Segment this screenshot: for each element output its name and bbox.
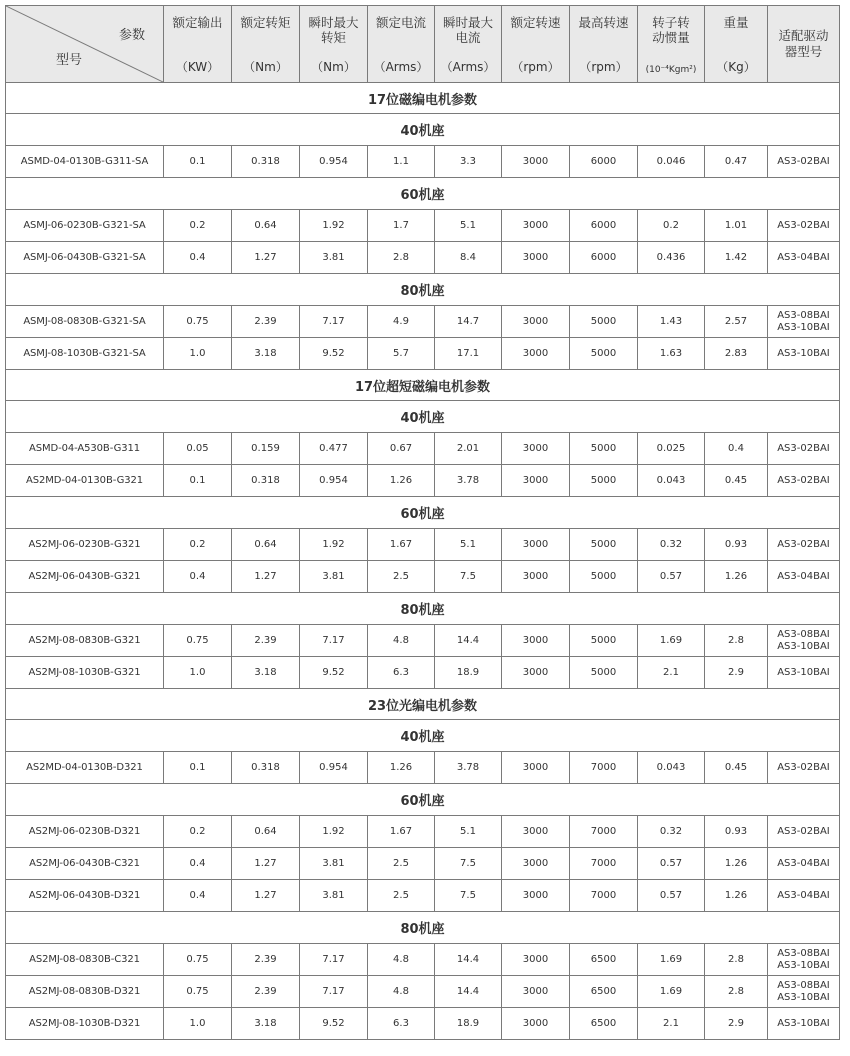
value-cell: 3000	[502, 880, 570, 912]
value-cell: 3.81	[300, 561, 368, 593]
value-cell: 0.75	[164, 306, 232, 338]
value-cell: 3.18	[232, 338, 300, 370]
driver-model: AS3-10BAI	[777, 991, 830, 1003]
table-row	[6, 146, 840, 178]
value-cell: 0.318	[232, 752, 300, 784]
table-row	[6, 210, 840, 242]
header-col-1	[232, 6, 300, 83]
table-row	[6, 242, 840, 274]
header-col-name: 额定输出	[172, 15, 223, 30]
table-row	[6, 625, 840, 657]
driver-model: AS3-08BAI	[777, 979, 830, 991]
table-row	[6, 944, 840, 976]
value-cell: 3000	[502, 657, 570, 689]
value-cell: 0.1	[164, 465, 232, 497]
value-cell: 1.01	[705, 210, 768, 242]
section-title: 23位光编电机参数	[6, 689, 840, 720]
value-cell: 1.67	[368, 529, 435, 561]
value-cell: 1.27	[232, 242, 300, 274]
value-cell: 3000	[502, 529, 570, 561]
header-col-unit: （Nm）	[243, 60, 288, 74]
section-title: 17位超短磁编电机参数	[6, 370, 840, 401]
driver-model: AS3-04BAI	[777, 570, 830, 582]
header-col-6	[570, 6, 638, 83]
header-col-name: 重量	[723, 15, 749, 30]
model-cell: AS2MJ-06-0230B-D321	[6, 816, 164, 848]
header-col-0	[164, 6, 232, 83]
value-cell: 0.1	[164, 752, 232, 784]
value-cell: 1.92	[300, 816, 368, 848]
driver-model: AS3-04BAI	[777, 857, 830, 869]
driver-cell	[768, 944, 840, 976]
value-cell: 0.75	[164, 944, 232, 976]
header-col-unit: （rpm）	[511, 60, 560, 74]
header-col-unit: （Kg）	[716, 60, 756, 74]
value-cell: 3000	[502, 210, 570, 242]
value-cell: 1.92	[300, 529, 368, 561]
header-col-5	[502, 6, 570, 83]
value-cell: 9.52	[300, 338, 368, 370]
header-col-4	[435, 6, 502, 83]
value-cell: 3000	[502, 465, 570, 497]
value-cell: 0.043	[638, 752, 705, 784]
value-cell: 0.75	[164, 976, 232, 1008]
driver-cell	[768, 752, 840, 784]
driver-model: AS3-02BAI	[777, 442, 830, 454]
value-cell: 0.05	[164, 433, 232, 465]
value-cell: 1.26	[368, 465, 435, 497]
header-col-3	[368, 6, 435, 83]
model-cell: ASMJ-08-0830B-G321-SA	[6, 306, 164, 338]
value-cell: 4.8	[368, 625, 435, 657]
driver-cell	[768, 146, 840, 178]
motor-spec-table	[5, 5, 840, 1040]
header-col-unit: （Nm）	[311, 60, 356, 74]
table-row	[6, 306, 840, 338]
table-row	[6, 1008, 840, 1040]
value-cell: 2.57	[705, 306, 768, 338]
value-cell: 0.2	[164, 816, 232, 848]
frame-size-row	[6, 401, 840, 433]
value-cell: 3.78	[435, 465, 502, 497]
value-cell: 7.5	[435, 880, 502, 912]
value-cell: 0.57	[638, 880, 705, 912]
corner-label-parameters: 参数	[118, 28, 145, 43]
value-cell: 0.57	[638, 561, 705, 593]
frame-size-label: 80机座	[6, 912, 840, 944]
frame-size-row	[6, 720, 840, 752]
value-cell: 5000	[570, 625, 638, 657]
value-cell: 0.4	[164, 848, 232, 880]
driver-cell	[768, 242, 840, 274]
value-cell: 5.1	[435, 210, 502, 242]
table-row	[6, 976, 840, 1008]
corner-label-model: 型号	[56, 53, 83, 68]
frame-size-label: 40机座	[6, 114, 840, 146]
frame-size-row	[6, 497, 840, 529]
driver-model: AS3-02BAI	[777, 155, 830, 167]
value-cell: 7.5	[435, 848, 502, 880]
value-cell: 3000	[502, 306, 570, 338]
value-cell: 1.67	[368, 816, 435, 848]
table-row	[6, 465, 840, 497]
driver-model: AS3-02BAI	[777, 474, 830, 486]
driver-model: AS3-10BAI	[777, 321, 830, 333]
value-cell: 14.4	[435, 976, 502, 1008]
value-cell: 1.7	[368, 210, 435, 242]
driver-model: AS3-10BAI	[777, 1017, 830, 1029]
value-cell: 5.7	[368, 338, 435, 370]
table-row	[6, 561, 840, 593]
value-cell: 0.2	[638, 210, 705, 242]
value-cell: 6500	[570, 1008, 638, 1040]
value-cell: 0.32	[638, 529, 705, 561]
value-cell: 14.4	[435, 625, 502, 657]
value-cell: 0.954	[300, 752, 368, 784]
value-cell: 3000	[502, 976, 570, 1008]
value-cell: 6.3	[368, 1008, 435, 1040]
value-cell: 0.318	[232, 465, 300, 497]
driver-model: AS3-02BAI	[777, 761, 830, 773]
model-cell: AS2MJ-06-0430B-C321	[6, 848, 164, 880]
frame-size-label: 60机座	[6, 784, 840, 816]
value-cell: 1.27	[232, 561, 300, 593]
driver-cell	[768, 306, 840, 338]
value-cell: 6000	[570, 210, 638, 242]
value-cell: 3000	[502, 338, 570, 370]
value-cell: 7.17	[300, 625, 368, 657]
value-cell: 7.17	[300, 944, 368, 976]
header-col-unit: （rpm）	[579, 60, 628, 74]
value-cell: 1.26	[368, 752, 435, 784]
frame-size-row	[6, 114, 840, 146]
value-cell: 9.52	[300, 1008, 368, 1040]
value-cell: 1.92	[300, 210, 368, 242]
value-cell: 0.4	[164, 242, 232, 274]
driver-cell	[768, 529, 840, 561]
value-cell: 2.39	[232, 306, 300, 338]
value-cell: 2.8	[368, 242, 435, 274]
driver-model: AS3-02BAI	[777, 825, 830, 837]
section-title-row	[6, 370, 840, 401]
value-cell: 3.81	[300, 880, 368, 912]
value-cell: 9.52	[300, 657, 368, 689]
frame-size-row	[6, 274, 840, 306]
value-cell: 18.9	[435, 657, 502, 689]
value-cell: 0.477	[300, 433, 368, 465]
driver-cell	[768, 625, 840, 657]
value-cell: 2.8	[705, 976, 768, 1008]
value-cell: 7000	[570, 752, 638, 784]
value-cell: 2.9	[705, 657, 768, 689]
frame-size-label: 80机座	[6, 274, 840, 306]
value-cell: 2.8	[705, 625, 768, 657]
value-cell: 3000	[502, 146, 570, 178]
value-cell: 5000	[570, 561, 638, 593]
value-cell: 5.1	[435, 529, 502, 561]
value-cell: 5.1	[435, 816, 502, 848]
value-cell: 3.18	[232, 1008, 300, 1040]
value-cell: 17.1	[435, 338, 502, 370]
value-cell: 2.01	[435, 433, 502, 465]
driver-cell	[768, 976, 840, 1008]
header-corner-cell	[6, 6, 164, 83]
value-cell: 0.159	[232, 433, 300, 465]
header-col-name: 额定电流	[375, 15, 426, 30]
value-cell: 3000	[502, 433, 570, 465]
value-cell: 0.1	[164, 146, 232, 178]
value-cell: 0.75	[164, 625, 232, 657]
value-cell: 0.4	[164, 561, 232, 593]
value-cell: 7000	[570, 816, 638, 848]
value-cell: 0.64	[232, 210, 300, 242]
driver-model: AS3-04BAI	[777, 889, 830, 901]
value-cell: 1.26	[705, 848, 768, 880]
frame-size-label: 60机座	[6, 178, 840, 210]
header-col-name: 额定转速	[510, 15, 561, 30]
frame-size-label: 40机座	[6, 720, 840, 752]
model-cell: AS2MJ-06-0230B-G321	[6, 529, 164, 561]
driver-model: AS3-08BAI	[777, 628, 830, 640]
value-cell: 0.2	[164, 210, 232, 242]
frame-size-label: 40机座	[6, 401, 840, 433]
model-cell: AS2MJ-08-1030B-D321	[6, 1008, 164, 1040]
value-cell: 2.39	[232, 976, 300, 1008]
driver-model: AS3-08BAI	[777, 309, 830, 321]
value-cell: 3.78	[435, 752, 502, 784]
diagonal-divider	[6, 6, 163, 82]
model-cell: AS2MJ-06-0430B-D321	[6, 880, 164, 912]
value-cell: 3000	[502, 944, 570, 976]
model-cell: AS2MJ-08-1030B-G321	[6, 657, 164, 689]
driver-model: AS3-08BAI	[777, 947, 830, 959]
value-cell: 3000	[502, 242, 570, 274]
driver-cell	[768, 210, 840, 242]
frame-size-row	[6, 784, 840, 816]
driver-cell	[768, 338, 840, 370]
model-cell: ASMJ-06-0230B-G321-SA	[6, 210, 164, 242]
value-cell: 0.954	[300, 465, 368, 497]
value-cell: 1.69	[638, 625, 705, 657]
frame-size-row	[6, 178, 840, 210]
value-cell: 0.4	[164, 880, 232, 912]
value-cell: 2.1	[638, 657, 705, 689]
table-row	[6, 529, 840, 561]
driver-cell	[768, 1008, 840, 1040]
header-col-2	[300, 6, 368, 83]
header-col-name: 转子转 动惯量	[652, 15, 690, 45]
value-cell: 0.64	[232, 529, 300, 561]
value-cell: 3.18	[232, 657, 300, 689]
value-cell: 3.81	[300, 242, 368, 274]
value-cell: 6500	[570, 944, 638, 976]
model-cell: ASMJ-08-1030B-G321-SA	[6, 338, 164, 370]
table-row	[6, 752, 840, 784]
value-cell: 0.45	[705, 465, 768, 497]
value-cell: 6000	[570, 242, 638, 274]
header-col-unit: （KW）	[175, 60, 220, 74]
header-col-name: 瞬时最大 转矩	[308, 15, 359, 45]
value-cell: 3000	[502, 752, 570, 784]
value-cell: 0.93	[705, 816, 768, 848]
driver-cell	[768, 816, 840, 848]
table-row	[6, 433, 840, 465]
value-cell: 7000	[570, 848, 638, 880]
value-cell: 0.64	[232, 816, 300, 848]
value-cell: 2.5	[368, 848, 435, 880]
value-cell: 5000	[570, 433, 638, 465]
driver-model: AS3-10BAI	[777, 640, 830, 652]
value-cell: 2.8	[705, 944, 768, 976]
driver-cell	[768, 465, 840, 497]
value-cell: 3000	[502, 625, 570, 657]
header-col-name: 额定转矩	[240, 15, 291, 30]
table-row	[6, 848, 840, 880]
model-cell: AS2MJ-08-0830B-D321	[6, 976, 164, 1008]
value-cell: 14.4	[435, 944, 502, 976]
value-cell: 18.9	[435, 1008, 502, 1040]
driver-cell	[768, 880, 840, 912]
value-cell: 6.3	[368, 657, 435, 689]
value-cell: 4.8	[368, 976, 435, 1008]
model-cell: AS2MJ-08-0830B-C321	[6, 944, 164, 976]
value-cell: 2.39	[232, 625, 300, 657]
value-cell: 7.5	[435, 561, 502, 593]
model-cell: AS2MJ-06-0430B-G321	[6, 561, 164, 593]
value-cell: 2.83	[705, 338, 768, 370]
frame-size-row	[6, 912, 840, 944]
value-cell: 2.9	[705, 1008, 768, 1040]
value-cell: 6500	[570, 976, 638, 1008]
value-cell: 1.26	[705, 880, 768, 912]
value-cell: 1.26	[705, 561, 768, 593]
frame-size-label: 80机座	[6, 593, 840, 625]
driver-cell	[768, 561, 840, 593]
value-cell: 5000	[570, 657, 638, 689]
model-cell: ASMD-04-A530B-G311	[6, 433, 164, 465]
model-cell: ASMD-04-0130B-G311-SA	[6, 146, 164, 178]
model-cell: AS2MD-04-0130B-D321	[6, 752, 164, 784]
table-row	[6, 657, 840, 689]
table-body	[6, 6, 840, 1040]
value-cell: 3000	[502, 1008, 570, 1040]
value-cell: 0.93	[705, 529, 768, 561]
value-cell: 5000	[570, 338, 638, 370]
value-cell: 1.42	[705, 242, 768, 274]
value-cell: 4.9	[368, 306, 435, 338]
driver-cell	[768, 657, 840, 689]
driver-cell	[768, 848, 840, 880]
value-cell: 0.025	[638, 433, 705, 465]
value-cell: 0.4	[705, 433, 768, 465]
value-cell: 1.63	[638, 338, 705, 370]
header-col-unit: (10⁻⁴Kgm²)	[645, 65, 697, 75]
header-col-unit: （Arms）	[440, 60, 496, 74]
driver-model: AS3-04BAI	[777, 251, 830, 263]
value-cell: 0.57	[638, 848, 705, 880]
value-cell: 1.69	[638, 944, 705, 976]
section-title-row	[6, 689, 840, 720]
value-cell: 0.318	[232, 146, 300, 178]
table-row	[6, 880, 840, 912]
value-cell: 0.32	[638, 816, 705, 848]
value-cell: 4.8	[368, 944, 435, 976]
value-cell: 3000	[502, 848, 570, 880]
header-col-name: 最高转速	[578, 15, 629, 30]
value-cell: 5000	[570, 465, 638, 497]
driver-model: AS3-10BAI	[777, 347, 830, 359]
section-title: 17位磁编电机参数	[6, 83, 840, 114]
value-cell: 1.0	[164, 338, 232, 370]
value-cell: 1.0	[164, 1008, 232, 1040]
header-col-8	[705, 6, 768, 83]
value-cell: 8.4	[435, 242, 502, 274]
value-cell: 1.43	[638, 306, 705, 338]
value-cell: 2.39	[232, 944, 300, 976]
value-cell: 0.436	[638, 242, 705, 274]
value-cell: 0.043	[638, 465, 705, 497]
value-cell: 3.81	[300, 848, 368, 880]
driver-model: AS3-02BAI	[777, 538, 830, 550]
value-cell: 3000	[502, 816, 570, 848]
value-cell: 0.2	[164, 529, 232, 561]
value-cell: 0.45	[705, 752, 768, 784]
model-cell: AS2MJ-08-0830B-G321	[6, 625, 164, 657]
value-cell: 5000	[570, 306, 638, 338]
value-cell: 2.5	[368, 561, 435, 593]
value-cell: 1.27	[232, 848, 300, 880]
header-col-name: 瞬时最大 电流	[442, 15, 493, 45]
value-cell: 1.27	[232, 880, 300, 912]
header-col-name: 适配驱动 器型号	[778, 28, 829, 59]
value-cell: 5000	[570, 529, 638, 561]
value-cell: 1.0	[164, 657, 232, 689]
driver-model: AS3-10BAI	[777, 666, 830, 678]
value-cell: 0.47	[705, 146, 768, 178]
value-cell: 7.17	[300, 976, 368, 1008]
value-cell: 3000	[502, 561, 570, 593]
header-row	[6, 6, 840, 83]
driver-cell	[768, 433, 840, 465]
value-cell: 0.046	[638, 146, 705, 178]
driver-model: AS3-10BAI	[777, 959, 830, 971]
value-cell: 1.1	[368, 146, 435, 178]
value-cell: 1.69	[638, 976, 705, 1008]
value-cell: 7000	[570, 880, 638, 912]
frame-size-row	[6, 593, 840, 625]
driver-model: AS3-02BAI	[777, 219, 830, 231]
header-col-9	[768, 6, 840, 83]
value-cell: 6000	[570, 146, 638, 178]
value-cell: 0.67	[368, 433, 435, 465]
value-cell: 7.17	[300, 306, 368, 338]
value-cell: 2.1	[638, 1008, 705, 1040]
table-row	[6, 816, 840, 848]
model-cell: AS2MD-04-0130B-G321	[6, 465, 164, 497]
section-title-row	[6, 83, 840, 114]
value-cell: 0.954	[300, 146, 368, 178]
frame-size-label: 60机座	[6, 497, 840, 529]
table-row	[6, 338, 840, 370]
header-col-unit: （Arms）	[373, 60, 429, 74]
value-cell: 2.5	[368, 880, 435, 912]
model-cell: ASMJ-06-0430B-G321-SA	[6, 242, 164, 274]
value-cell: 14.7	[435, 306, 502, 338]
value-cell: 3.3	[435, 146, 502, 178]
header-col-7	[638, 6, 705, 83]
